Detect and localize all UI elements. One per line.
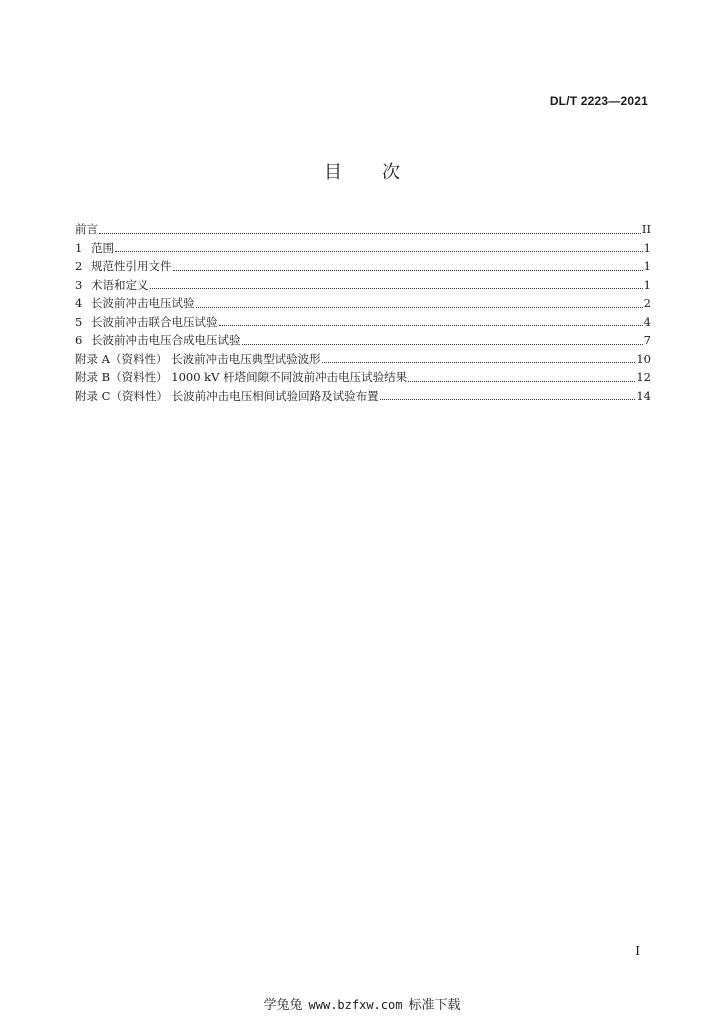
toc-item-label: 附录 A（资料性） 长波前冲击电压典型试验波形 — [75, 351, 321, 366]
toc-item-label: 长波前冲击电压合成电压试验 — [91, 333, 241, 347]
toc-leader-dots — [408, 381, 635, 382]
toc-item-number: 4 — [75, 296, 83, 310]
watermark-suffix: 标准下载 — [408, 998, 461, 1013]
toc-item[interactable] — [75, 387, 651, 406]
standard-number: DL/T 2223—2021 — [549, 94, 648, 108]
toc-leader-dots — [219, 325, 643, 326]
toc-leader-dots — [99, 233, 641, 234]
table-of-contents — [75, 220, 651, 405]
toc-item-label: 规范性引用文件 — [91, 259, 172, 273]
toc-item[interactable] — [75, 276, 651, 295]
toc-item-number: 2 — [75, 259, 83, 273]
toc-item[interactable] — [75, 331, 651, 350]
toc-item[interactable] — [75, 294, 651, 313]
footer-watermark — [0, 994, 724, 1013]
watermark-url[interactable]: www.bzfxw.com — [308, 998, 403, 1012]
toc-item[interactable] — [75, 350, 651, 369]
toc-item-page: 10 — [636, 351, 651, 366]
toc-leader-dots — [196, 307, 643, 308]
toc-item-label: 范围 — [91, 240, 114, 255]
toc-item-page: 7 — [643, 333, 651, 347]
toc-item-number: 6 — [75, 333, 83, 347]
toc-item-page: 1 — [643, 240, 651, 255]
toc-item-number: 3 — [75, 277, 83, 292]
toc-item-page: 2 — [643, 296, 651, 310]
toc-leader-dots — [115, 251, 643, 252]
page-title-char-2: 次 — [382, 162, 400, 183]
toc-item-label: 附录 C（资料性） 长波前冲击电压相间试验回路及试验布置 — [75, 388, 379, 403]
toc-leader-dots — [242, 344, 643, 345]
toc-item-page: 1 — [643, 277, 651, 292]
watermark-prefix: 学兔兔 — [263, 998, 303, 1013]
toc-leader-dots — [322, 362, 636, 363]
toc-leader-dots — [173, 270, 643, 271]
toc-item-page: 4 — [643, 314, 651, 329]
toc-item-page: 12 — [636, 370, 651, 384]
toc-leader-dots — [150, 288, 643, 289]
page-title-char-1: 目 — [324, 162, 342, 183]
toc-item-label: 长波前冲击电压试验 — [91, 296, 195, 310]
toc-item[interactable] — [75, 239, 651, 258]
toc-item-number: 5 — [75, 314, 83, 329]
page-title — [0, 158, 724, 184]
toc-item-label: 术语和定义 — [91, 277, 149, 292]
toc-item[interactable] — [75, 368, 651, 387]
toc-leader-dots — [380, 399, 636, 400]
toc-item-label: 附录 B（资料性） 1000 kV 杆塔间隙不同波前冲击电压试验结果 — [75, 370, 408, 384]
toc-item[interactable] — [75, 313, 651, 332]
toc-item-label: 长波前冲击联合电压试验 — [91, 314, 218, 329]
toc-item-page: 1 — [643, 259, 651, 273]
toc-item[interactable] — [75, 257, 651, 276]
toc-item-page: II — [641, 222, 651, 236]
page-number: I — [635, 944, 640, 958]
toc-item-number: 1 — [75, 240, 83, 255]
toc-item[interactable] — [75, 220, 651, 239]
toc-item-page: 14 — [636, 388, 651, 403]
toc-item-label: 前言 — [75, 222, 98, 236]
